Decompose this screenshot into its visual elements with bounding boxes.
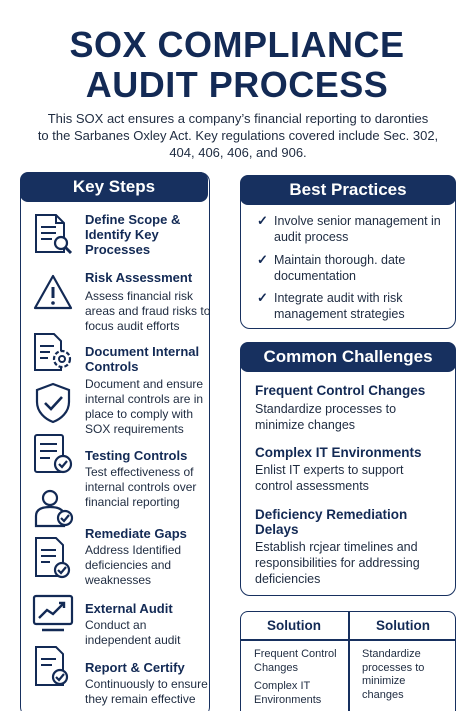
document-gear-icon	[30, 330, 76, 376]
step-description: Assess financial risk areas and fraud risks to focus audit efforts	[85, 289, 211, 333]
challenge-title: Frequent Control Changes	[255, 383, 426, 398]
shield-check-icon	[30, 380, 76, 426]
challenge-description: Establish rcjear timelines and responsibilities for addressing deficiencies	[255, 540, 420, 586]
report-check-icon	[30, 645, 76, 691]
chart-monitor-icon	[30, 592, 76, 638]
challenge-title: Complex IT Environments	[255, 445, 422, 460]
intro-line-1: This SOX act ensures a company’s financial reporting to daronties	[47, 111, 429, 126]
best-practice-item: ✓ Involve senior management in audit process	[257, 213, 441, 244]
step-title: Testing Controls	[85, 448, 188, 463]
key-steps-header: Key Steps	[20, 172, 208, 202]
step-description: Document and ensure internal controls are in place to comply with SOX requirements	[85, 377, 204, 436]
common-challenges-header: Common Challenges	[240, 342, 456, 372]
step-description: Conduct an independent audit	[85, 618, 181, 647]
document-check-icon	[30, 536, 76, 582]
page-title-line-2: AUDIT PROCESS	[85, 64, 389, 105]
document-search-icon	[30, 212, 76, 258]
table-cell: Complex IT Environments	[254, 680, 322, 706]
best-practice-item: ✓ Integrate audit with risk management strategies	[257, 290, 405, 321]
step-title: Document Internal Controls	[85, 344, 200, 374]
step-description: Test effectiveness of internal controls over financial reporting	[85, 465, 197, 509]
step-title: Define Scope & Identify Key Processes	[85, 212, 181, 257]
best-practices-header: Best Practices	[240, 175, 456, 205]
checklist-icon	[30, 432, 76, 478]
checkmark-icon: ✓	[257, 252, 268, 267]
table-divider	[240, 639, 456, 641]
table-cell: Frequent Control Changes	[254, 648, 337, 674]
checkmark-icon: ✓	[257, 290, 268, 305]
challenge-description: Standardize processes to minimize changes	[255, 402, 397, 432]
challenge-title: Deficiency Remediation Delays	[255, 507, 408, 537]
warning-icon	[30, 270, 76, 316]
intro-line-3: 404, 406, 406, and 906.	[169, 145, 307, 160]
best-practice-item: ✓ Maintain thorough. date documentation	[257, 252, 406, 283]
page-title-line-1: SOX COMPLIANCE	[69, 24, 405, 65]
intro-paragraph	[18, 110, 458, 161]
step-description: Continuously to ensure they remain effective	[85, 677, 208, 706]
intro-line-2: to the Sarbanes Oxley Act. Key regulations covered include Sec. 302,	[37, 128, 439, 143]
table-header-cell: Solution	[267, 618, 321, 633]
challenge-description: Enlist IT experts to support control assessments	[255, 463, 404, 493]
step-title: Remediate Gaps	[85, 526, 187, 541]
step-title: External Audit	[85, 601, 173, 616]
person-check-icon	[30, 486, 76, 532]
table-cell: Standardize processes to minimize changes	[362, 648, 425, 701]
step-title: Report & Certify	[85, 660, 185, 675]
step-title: Risk Assessment	[85, 270, 193, 285]
checkmark-icon: ✓	[257, 213, 268, 228]
step-description: Address Identified deficiencies and weaknesses	[85, 543, 182, 587]
table-header-cell: Solution	[376, 618, 430, 633]
